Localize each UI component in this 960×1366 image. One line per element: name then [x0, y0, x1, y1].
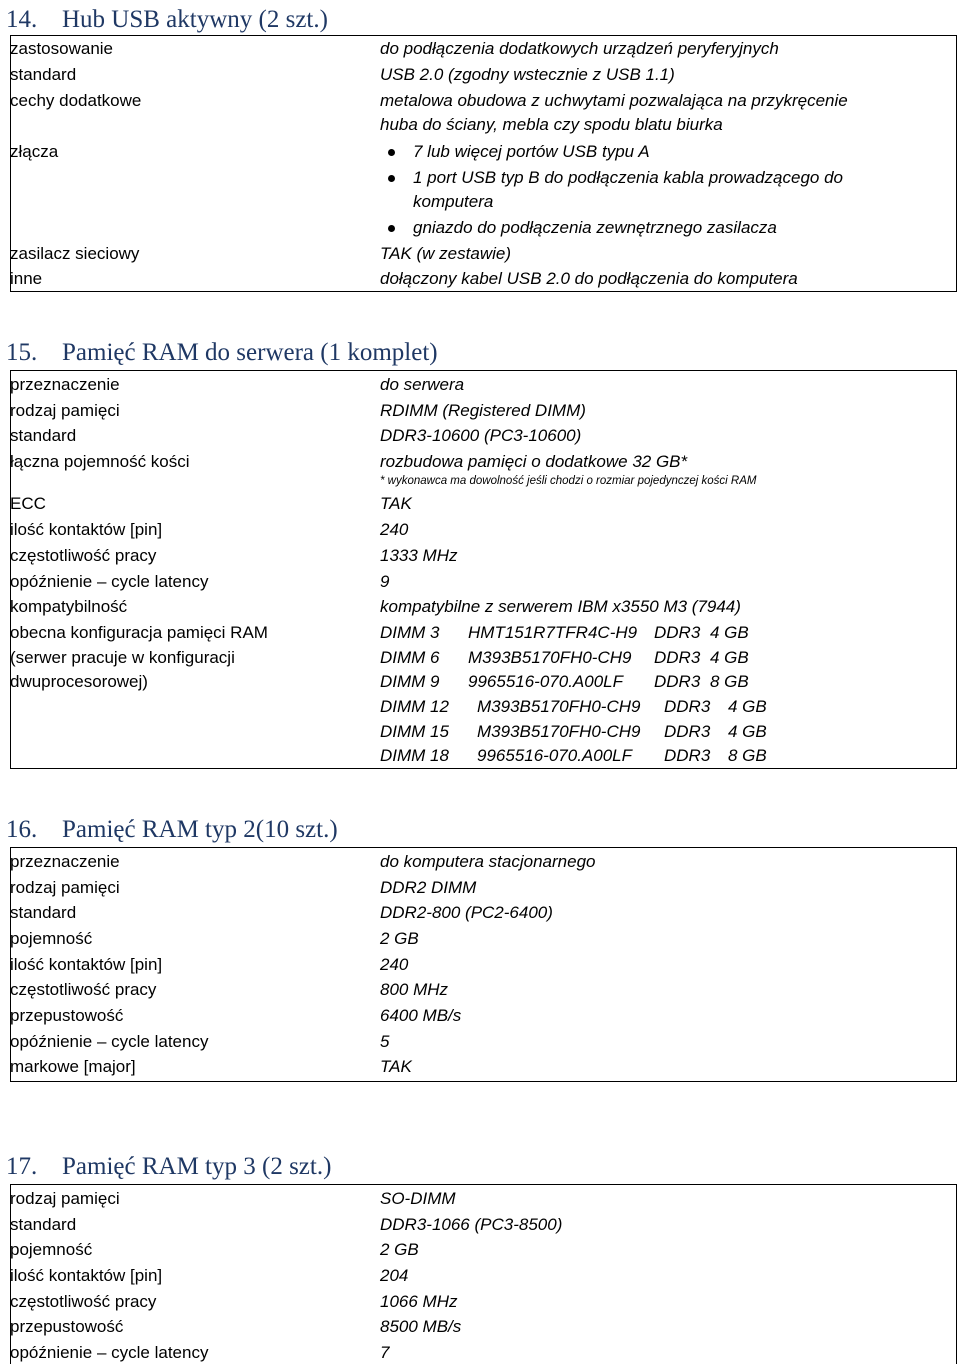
- spec-value: metalowa obudowa z uchwytami pozwalająca na przykręcenie: [380, 91, 848, 110]
- dimm-part-number: M393B5170FH0-CH9: [477, 697, 641, 716]
- dimm-part-number: 9965516-070.A00LF: [477, 746, 633, 765]
- dimm-type: DDR3: [664, 697, 711, 716]
- spec-label: standard: [10, 903, 77, 922]
- spec-label: opóźnienie – cycle latency: [10, 1032, 209, 1051]
- spec-label: (serwer pracuje w konfiguracji: [10, 648, 235, 667]
- spec-value: TAK (w zestawie): [380, 244, 511, 263]
- spec-value: do komputera stacjonarnego: [380, 852, 596, 871]
- section-number: 14.: [6, 6, 38, 33]
- spec-value: 240: [380, 955, 409, 974]
- dimm-row: [380, 673, 749, 690]
- spec-label: pojemność: [10, 929, 93, 948]
- spec-value: SO-DIMM: [380, 1189, 456, 1208]
- section-15-heading: [6, 340, 438, 365]
- dimm-row: [380, 649, 749, 666]
- section-16-heading: [6, 817, 338, 842]
- spec-value: 204: [380, 1266, 409, 1285]
- dimm-size: 4 GB: [728, 697, 767, 716]
- dimm-row: [380, 723, 767, 740]
- dimm-size: 4 GB: [710, 648, 749, 667]
- bullet-item: 7 lub więcej portów USB typu A: [413, 142, 650, 161]
- spec-value: 6400 MB/s: [380, 1006, 462, 1025]
- spec-value: DDR2 DIMM: [380, 878, 477, 897]
- spec-label: łączna pojemność kości: [10, 452, 190, 471]
- dimm-type: DDR3: [654, 672, 701, 691]
- spec-value: 5: [380, 1032, 390, 1051]
- spec-value-continued: huba do ściany, mebla czy spodu blatu biurka: [380, 115, 723, 134]
- dimm-part-number: 9965516-070.A00LF: [468, 672, 624, 691]
- spec-value: DDR3-1066 (PC3-8500): [380, 1215, 563, 1234]
- spec-value: 2 GB: [380, 929, 419, 948]
- dimm-size: 8 GB: [710, 672, 749, 691]
- spec-value: 800 MHz: [380, 980, 449, 999]
- dimm-row: [380, 624, 749, 641]
- spec-label: opóźnienie – cycle latency: [10, 1343, 209, 1362]
- spec-label: kompatybilność: [10, 597, 128, 616]
- spec-value: 240: [380, 520, 409, 539]
- spec-value: dołączony kabel USB 2.0 do podłączenia do komputera: [380, 269, 798, 288]
- spec-value: TAK: [380, 1057, 412, 1076]
- dimm-type: DDR3: [654, 623, 701, 642]
- spec-label: przeznaczenie: [10, 852, 120, 871]
- bullet-item: gniazdo do podłączenia zewnętrznego zasilacza: [413, 218, 777, 237]
- spec-label: opóźnienie – cycle latency: [10, 572, 209, 591]
- spec-label: inne: [10, 269, 43, 288]
- spec-label: przepustowość: [10, 1006, 124, 1025]
- dimm-slot: DIMM 18: [380, 746, 449, 765]
- dimm-type: DDR3: [664, 746, 711, 765]
- bullet-item-continued: komputera: [413, 192, 494, 211]
- spec-value: DDR2-800 (PC2-6400): [380, 903, 553, 922]
- dimm-slot: DIMM 6: [380, 648, 440, 667]
- bullet-icon: [388, 225, 395, 232]
- spec-label: rodzaj pamięci: [10, 401, 120, 420]
- spec-value: 8500 MB/s: [380, 1317, 462, 1336]
- spec-label: ilość kontaktów [pin]: [10, 955, 163, 974]
- section-14-heading: [6, 7, 328, 32]
- spec-label: rodzaj pamięci: [10, 1189, 120, 1208]
- spec-label: obecna konfiguracja pamięci RAM: [10, 623, 268, 642]
- dimm-row: [380, 747, 767, 764]
- dimm-size: 4 GB: [710, 623, 749, 642]
- spec-label: częstotliwość pracy: [10, 546, 157, 565]
- spec-value: kompatybilne z serwerem IBM x3550 M3 (7944): [380, 597, 741, 616]
- dimm-slot: DIMM 15: [380, 722, 449, 741]
- spec-value: rozbudowa pamięci o dodatkowe 32 GB*: [380, 452, 688, 471]
- dimm-slot: DIMM 9: [380, 672, 440, 691]
- section-17-heading: [6, 1154, 331, 1179]
- spec-label: zasilacz sieciowy: [10, 244, 140, 263]
- spec-label: przepustowość: [10, 1317, 124, 1336]
- section-title: Pamięć RAM typ 3 (2 szt.): [62, 1153, 332, 1180]
- bullet-item: 1 port USB typ B do podłączenia kabla prowadzącego do: [413, 168, 843, 187]
- spec-value: TAK: [380, 494, 412, 513]
- spec-label: przeznaczenie: [10, 375, 120, 394]
- dimm-part-number: M393B5170FH0-CH9: [468, 648, 632, 667]
- dimm-part-number: M393B5170FH0-CH9: [477, 722, 641, 741]
- spec-label: pojemność: [10, 1240, 93, 1259]
- spec-label: standard: [10, 1215, 77, 1234]
- bullet-icon: [388, 175, 395, 182]
- spec-label: zastosowanie: [10, 39, 114, 58]
- spec-value: 1066 MHz: [380, 1292, 458, 1311]
- spec-label: dwuprocesorowej): [10, 672, 148, 691]
- section-title: Hub USB aktywny (2 szt.): [62, 6, 328, 33]
- spec-value: do podłączenia dodatkowych urządzeń peryferyjnych: [380, 39, 779, 58]
- dimm-size: 8 GB: [728, 746, 767, 765]
- spec-value: DDR3-10600 (PC3-10600): [380, 426, 582, 445]
- dimm-part-number: HMT151R7TFR4C-H9: [468, 623, 638, 642]
- spec-label: standard: [10, 65, 77, 84]
- dimm-row: [380, 698, 767, 715]
- dimm-type: DDR3: [654, 648, 701, 667]
- spec-label: ECC: [10, 494, 46, 513]
- dimm-slot: DIMM 12: [380, 697, 449, 716]
- spec-label: ilość kontaktów [pin]: [10, 1266, 163, 1285]
- section-title: Pamięć RAM do serwera (1 komplet): [62, 339, 438, 366]
- spec-value: 1333 MHz: [380, 546, 458, 565]
- spec-label: cechy dodatkowe: [10, 91, 142, 110]
- section-number: 16.: [6, 816, 38, 843]
- spec-value: USB 2.0 (zgodny wstecznie z USB 1.1): [380, 65, 675, 84]
- spec-label: częstotliwość pracy: [10, 980, 157, 999]
- spec-value: 7: [380, 1343, 390, 1362]
- spec-value: do serwera: [380, 375, 465, 394]
- spec-label: złącza: [10, 142, 59, 161]
- spec-value: RDIMM (Registered DIMM): [380, 401, 586, 420]
- section-title: Pamięć RAM typ 2(10 szt.): [62, 816, 338, 843]
- spec-label: standard: [10, 426, 77, 445]
- section-number: 17.: [6, 1153, 38, 1180]
- footnote: * wykonawca ma dowolność jeśli chodzi o rozmiar pojedynczej kości RAM: [380, 475, 757, 487]
- dimm-size: 4 GB: [728, 722, 767, 741]
- spec-label: częstotliwość pracy: [10, 1292, 157, 1311]
- spec-value: 2 GB: [380, 1240, 419, 1259]
- dimm-slot: DIMM 3: [380, 623, 440, 642]
- spec-label: rodzaj pamięci: [10, 878, 120, 897]
- spec-value: 9: [380, 572, 390, 591]
- bullet-icon: [388, 149, 395, 156]
- spec-label: ilość kontaktów [pin]: [10, 520, 163, 539]
- section-number: 15.: [6, 339, 38, 366]
- dimm-type: DDR3: [664, 722, 711, 741]
- spec-label: markowe [major]: [10, 1057, 136, 1076]
